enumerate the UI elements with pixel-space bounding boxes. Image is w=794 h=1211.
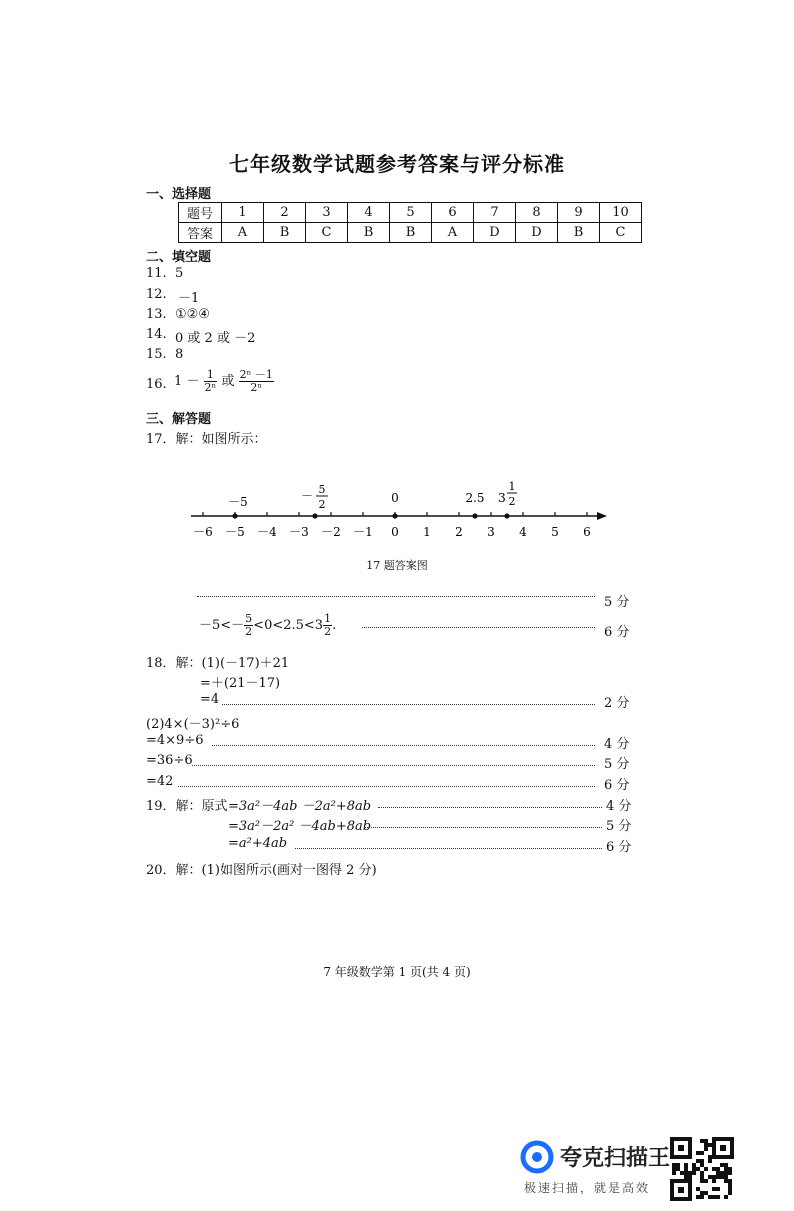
inequality-fraction — [323, 613, 332, 638]
table-row-numbers — [179, 203, 642, 223]
score-label: 6 分 — [606, 840, 632, 855]
page-title: 七年级数学试题参考答案与评分标准 — [229, 152, 565, 176]
label-3-int: 3 — [498, 491, 506, 505]
label-minus-5: －5 — [228, 495, 248, 509]
q16-or: 或 — [221, 374, 235, 389]
point-3-and-half — [504, 513, 509, 518]
dotted-leader — [364, 827, 602, 828]
table-cell: 3 — [306, 203, 348, 223]
watermark-brand: 夸克扫描王 — [560, 1146, 671, 1171]
qr-module — [704, 1139, 708, 1143]
table-row-answers — [179, 223, 642, 243]
qr-module — [720, 1175, 724, 1179]
qr-module — [700, 1163, 704, 1167]
dotted-leader — [212, 745, 595, 746]
qr-module — [724, 1179, 728, 1183]
table-cell: 10 — [600, 203, 642, 223]
qr-module — [708, 1195, 712, 1199]
q12-answer: －1 — [178, 291, 200, 306]
qr-module — [712, 1187, 716, 1191]
qr-module — [716, 1187, 720, 1191]
tick-label: 6 — [583, 525, 591, 539]
q18-line: =＋(21－17) — [200, 676, 281, 691]
qr-module — [700, 1159, 704, 1163]
section-solve-heading: 三、解答题 — [146, 412, 212, 427]
qr-module — [728, 1171, 732, 1175]
q18-line: 18．解：(1)(－17)＋21 — [146, 656, 290, 671]
q11-answer: 5 — [175, 266, 184, 281]
qr-module — [700, 1191, 704, 1195]
qr-module — [712, 1179, 716, 1183]
label-zero: 0 — [391, 491, 399, 505]
logo-icon — [520, 1140, 554, 1174]
tick-label: 4 — [519, 525, 527, 539]
qr-module — [672, 1163, 676, 1167]
table-cell: 2 — [264, 203, 306, 223]
qr-module — [680, 1171, 684, 1175]
tick-label: 3 — [487, 525, 495, 539]
table-cell: 9 — [558, 203, 600, 223]
q19-line: =3a²－4ab －2a²+8ab — [228, 799, 372, 814]
qr-module — [684, 1163, 688, 1167]
score-label: 4 分 — [606, 799, 632, 814]
label-fraction-denominator: 2 — [318, 498, 326, 511]
fraction-denominator: 2 — [245, 625, 253, 638]
score-label: 5 分 — [606, 819, 632, 834]
label-half-denominator: 2 — [508, 495, 516, 508]
qr-module — [700, 1171, 704, 1175]
table-cell: 8 — [516, 203, 558, 223]
label-minus-sign: － — [300, 489, 314, 503]
fraction-numerator: 1 — [324, 612, 332, 625]
q16-number: 16. — [146, 377, 167, 392]
qr-code-icon — [670, 1137, 734, 1201]
dotted-leader — [192, 765, 595, 766]
tick-label: －3 — [289, 525, 309, 539]
q13-number: 13. — [146, 307, 167, 322]
q18-line: =4 — [200, 692, 220, 707]
qr-module — [700, 1139, 704, 1143]
qr-module — [700, 1195, 704, 1199]
table-cell: D — [516, 223, 558, 243]
fraction-denominator: 2 — [324, 625, 332, 638]
dotted-leader — [222, 704, 595, 705]
tick-label: －1 — [353, 525, 373, 539]
qr-module — [692, 1163, 696, 1167]
score-label: 6 分 — [604, 625, 630, 640]
tick-label: －5 — [225, 525, 245, 539]
table-cell: 1 — [222, 203, 264, 223]
table-cell: B — [348, 223, 390, 243]
qr-module — [692, 1171, 696, 1175]
qr-module — [696, 1167, 700, 1171]
tick-label: －4 — [257, 525, 277, 539]
table-cell: 6 — [432, 203, 474, 223]
qr-module — [728, 1187, 732, 1191]
inequality-fraction — [244, 613, 253, 638]
qr-module — [672, 1167, 676, 1171]
qr-module — [716, 1167, 720, 1171]
qr-module — [716, 1175, 720, 1179]
table-cell: 5 — [390, 203, 432, 223]
qr-module — [704, 1191, 708, 1195]
label-fraction-numerator: 5 — [318, 483, 326, 496]
section-fill-heading: 二、填空题 — [146, 250, 212, 265]
q17-label: 17．解：如图所示： — [146, 432, 267, 447]
qr-module — [676, 1163, 680, 1167]
table-cell: B — [558, 223, 600, 243]
q19-label: 19．解：原式 — [146, 799, 228, 814]
qr-module — [704, 1179, 708, 1183]
number-line-figure — [185, 478, 615, 548]
qr-module — [724, 1171, 728, 1175]
qr-module — [724, 1167, 728, 1171]
point-zero — [392, 513, 397, 518]
watermark-slogan: 极速扫描，就是高效 — [524, 1181, 651, 1195]
inequality-part: <0<2.5<3 — [253, 618, 324, 633]
point-2-5 — [472, 513, 477, 518]
section-choice-heading: 一、选择题 — [146, 187, 212, 202]
qr-module — [724, 1195, 728, 1199]
qr-module — [696, 1187, 700, 1191]
q11-number: 11. — [146, 266, 167, 281]
qr-module — [712, 1175, 716, 1179]
score-label: 5 分 — [604, 595, 630, 610]
qr-module — [700, 1179, 704, 1183]
qr-module — [676, 1167, 680, 1171]
inequality-part: . — [332, 618, 337, 633]
q14-answer: 0 或 2 或 －2 — [175, 331, 256, 346]
qr-module — [696, 1151, 700, 1155]
dotted-leader — [197, 596, 595, 597]
tick-label: －6 — [193, 525, 213, 539]
inequality-part: －5<－ — [199, 618, 245, 633]
dotted-leader — [378, 807, 602, 808]
score-label: 4 分 — [604, 737, 630, 752]
scanner-logo-icon — [520, 1140, 554, 1174]
qr-module — [704, 1147, 708, 1151]
score-label: 2 分 — [604, 696, 630, 711]
q16-fraction-2 — [239, 369, 274, 394]
qr-module — [728, 1191, 732, 1195]
tick-label: 0 — [391, 525, 399, 539]
qr-module — [700, 1151, 704, 1155]
q13-answer: ①②④ — [175, 307, 210, 322]
qr-module — [704, 1143, 708, 1147]
label-2-5: 2.5 — [465, 491, 485, 505]
figure-caption: 17 题答案图 — [366, 559, 428, 572]
q17-inequality — [199, 613, 336, 638]
qr-module — [684, 1167, 688, 1171]
q12-number: 12. — [146, 287, 167, 302]
qr-module — [724, 1175, 728, 1179]
qr-module — [708, 1143, 712, 1147]
point-minus-5 — [232, 513, 237, 518]
qr-module — [728, 1183, 732, 1187]
table-cell: 7 — [474, 203, 516, 223]
fraction-numerator: 5 — [245, 612, 253, 625]
qr-module — [728, 1179, 732, 1183]
q16-prefix: 1 － — [174, 374, 200, 389]
qr-module — [688, 1171, 692, 1175]
table-cell: D — [474, 223, 516, 243]
qr-module — [716, 1171, 720, 1175]
dotted-leader — [362, 627, 595, 628]
table-cell: C — [600, 223, 642, 243]
qr-module — [684, 1175, 688, 1179]
qr-module — [712, 1195, 716, 1199]
point-minus-2-5 — [312, 513, 317, 518]
q20-line: 20．解：(1)如图所示(画对一图得 2 分) — [146, 863, 377, 878]
q16-answer — [174, 369, 274, 394]
qr-module — [720, 1171, 724, 1175]
qr-module — [716, 1195, 720, 1199]
table-cell: A — [432, 223, 474, 243]
qr-module — [708, 1175, 712, 1179]
table-cell: C — [306, 223, 348, 243]
score-label: 5 分 — [604, 757, 630, 772]
q14-number: 14. — [146, 327, 167, 342]
qr-module — [704, 1167, 708, 1171]
q18-line: =42 — [146, 774, 174, 789]
arrow-icon — [597, 512, 607, 520]
qr-module — [692, 1167, 696, 1171]
qr-module — [688, 1175, 692, 1179]
fraction-numerator: 1 — [204, 369, 218, 382]
table-cell: 4 — [348, 203, 390, 223]
table-cell: A — [222, 223, 264, 243]
qr-module — [720, 1163, 724, 1167]
qr-module — [708, 1159, 712, 1163]
tick-label: 2 — [455, 525, 463, 539]
q16-fraction-1 — [204, 369, 218, 394]
qr-module — [728, 1167, 732, 1171]
q15-number: 15. — [146, 347, 167, 362]
q15-answer: 8 — [175, 347, 184, 362]
qr-module — [696, 1159, 700, 1163]
q19-line: =a²+4ab — [228, 836, 288, 851]
tick-label: 5 — [551, 525, 559, 539]
table-header-label: 题号 — [179, 203, 222, 223]
fraction-denominator: 2ⁿ — [250, 381, 263, 394]
q18-line: =36÷6 — [146, 753, 193, 768]
dotted-leader — [178, 786, 595, 787]
tick-label: －2 — [321, 525, 341, 539]
page-footer: 7 年级数学第 1 页(共 4 页) — [323, 965, 471, 979]
fraction-numerator: 2ⁿ －1 — [239, 368, 273, 381]
qr-module — [696, 1195, 700, 1199]
table-cell: B — [264, 223, 306, 243]
qr-module — [724, 1163, 728, 1167]
q18-line: =4×9÷6 — [146, 733, 204, 748]
q19-line: =3a²－2a² －4ab+8ab — [228, 819, 372, 834]
tick-label: 1 — [423, 525, 431, 539]
dotted-leader — [295, 848, 602, 849]
table-cell: B — [390, 223, 432, 243]
qr-module — [672, 1171, 676, 1175]
answer-table — [178, 202, 642, 243]
fraction-denominator: 2ⁿ — [204, 381, 217, 394]
qr-module — [712, 1167, 716, 1171]
score-label: 6 分 — [604, 778, 630, 793]
qr-module — [708, 1155, 712, 1159]
table-header-label: 答案 — [179, 223, 222, 243]
q18-line: (2)4×(－3)²÷6 — [146, 717, 240, 732]
label-half-numerator: 1 — [508, 480, 516, 493]
qr-module — [700, 1175, 704, 1179]
qr-module — [684, 1171, 688, 1175]
